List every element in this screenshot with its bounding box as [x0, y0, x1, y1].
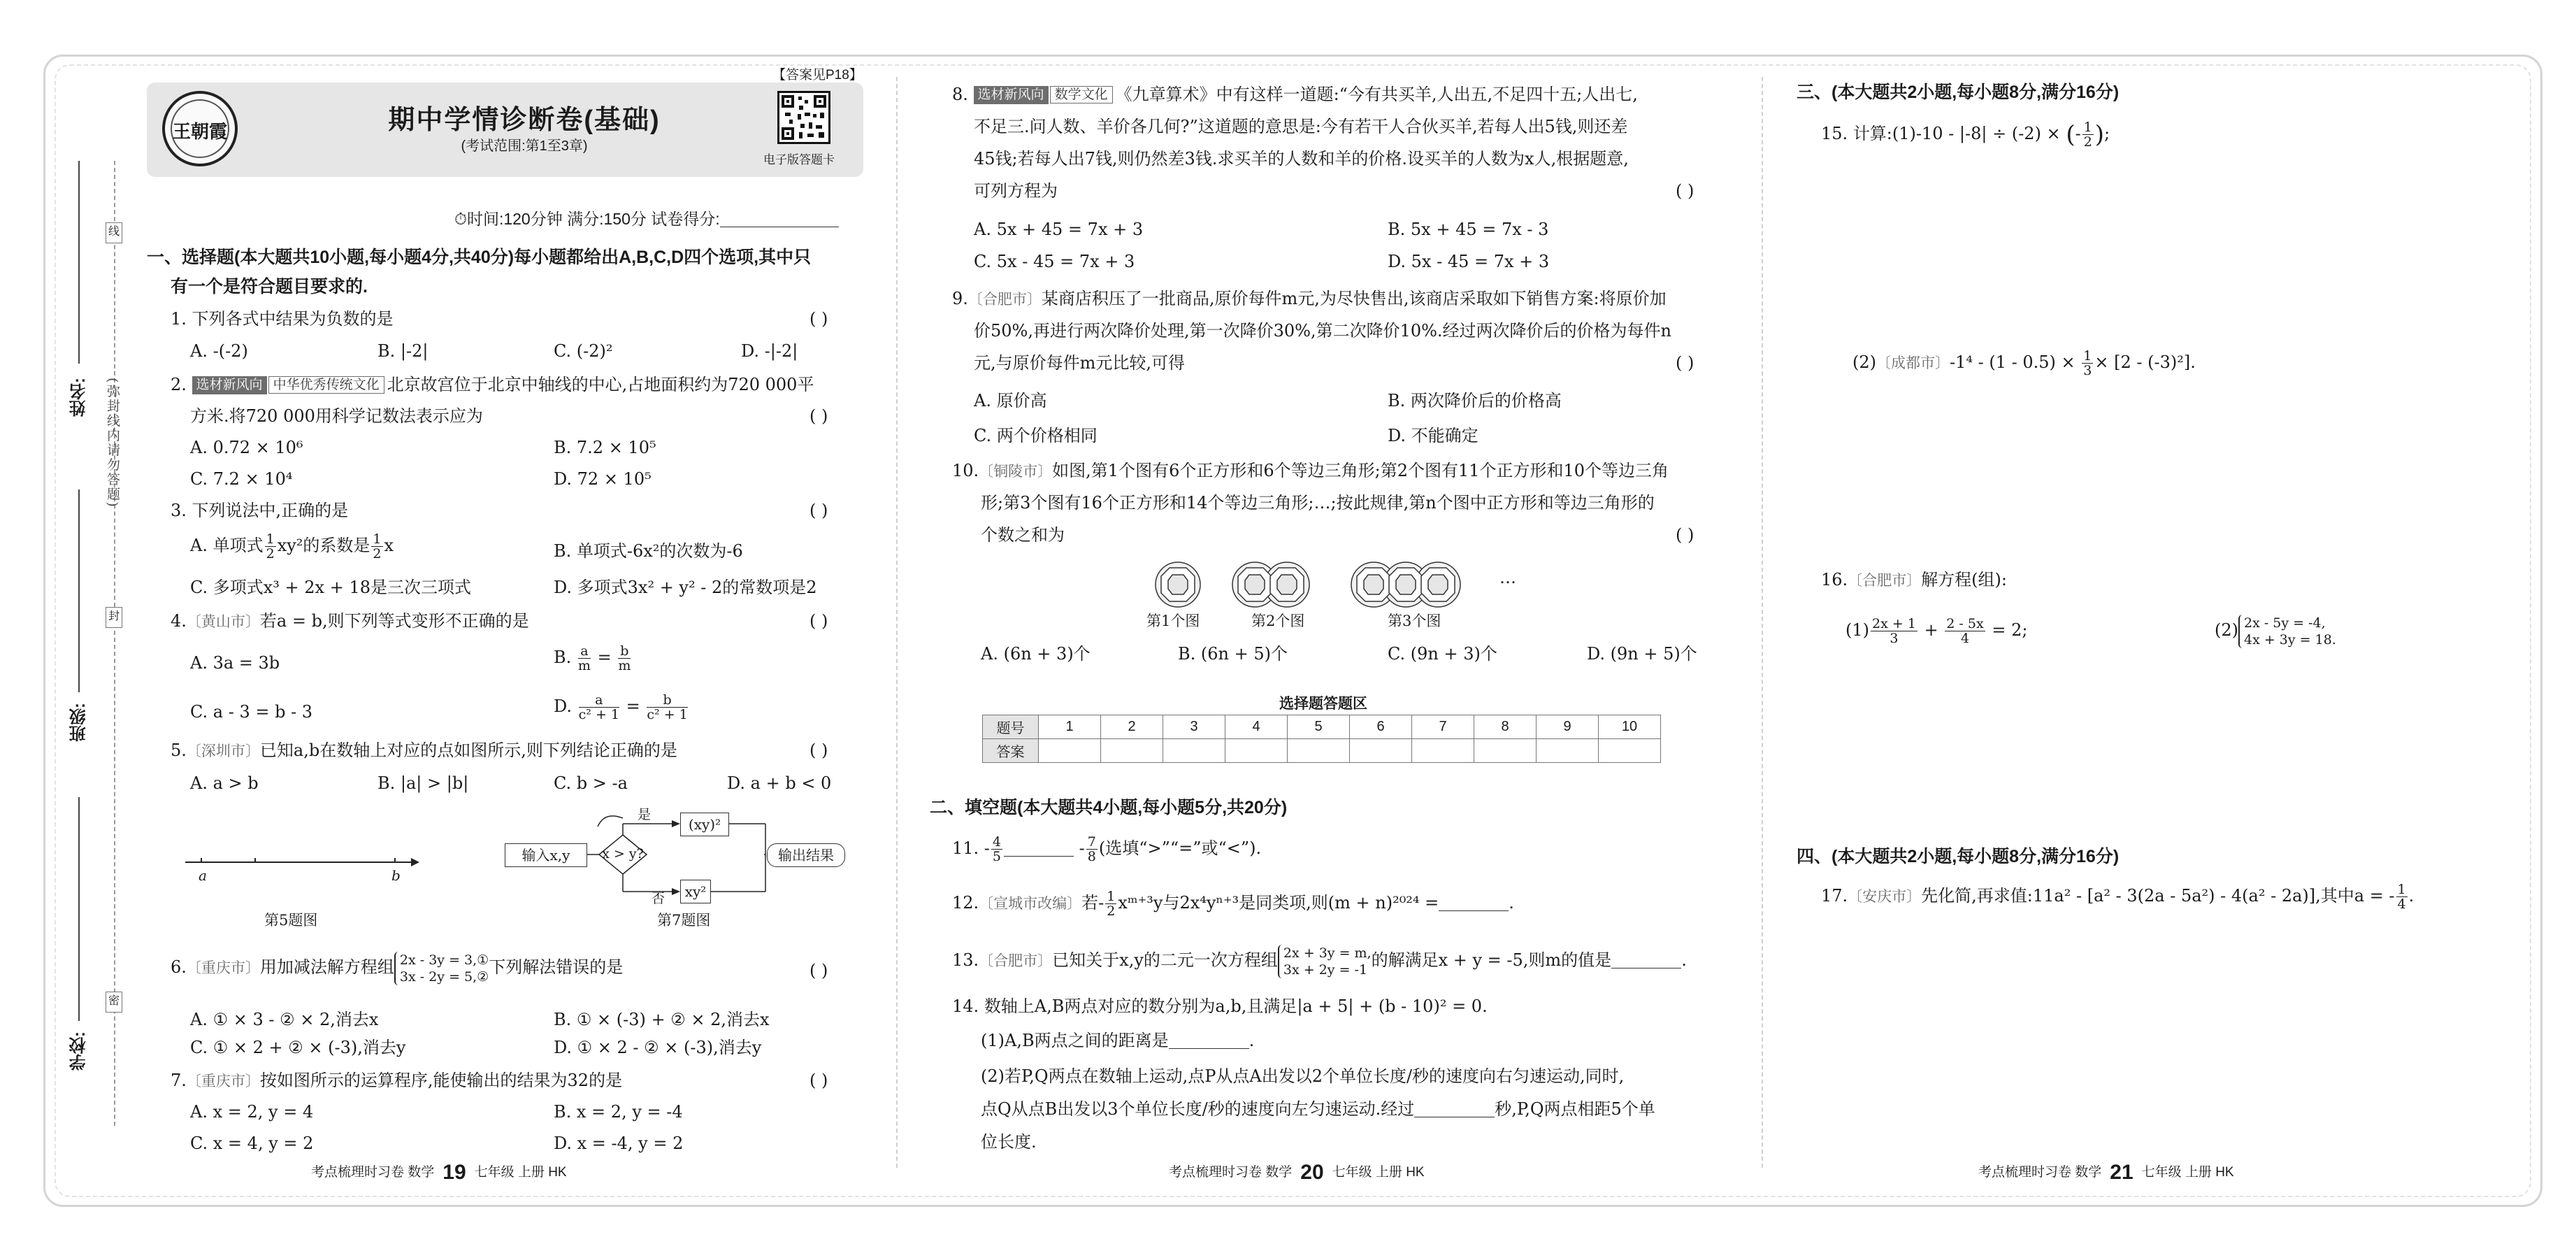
q4-b-pre: B.	[554, 648, 572, 667]
q7-stem-text: 按如图所示的运算程序,能使输出的结果为32的是	[259, 1071, 623, 1090]
flow-input: 输入x,y	[505, 843, 587, 867]
name-line[interactable]	[78, 161, 80, 364]
q12-tail: .	[1509, 893, 1514, 913]
q7-option-d: D. x = -4, y = 2	[554, 1134, 684, 1153]
q14-part-2b	[981, 1093, 1655, 1125]
q12-n: 1	[1107, 889, 1116, 904]
q16-p2-pre: (2)	[2215, 620, 2238, 640]
section3-heading: 三、(本大题共2小题,每小题8分,满分16分)	[1797, 83, 2120, 102]
q15-d2: 3	[2083, 363, 2092, 378]
page-title: 期中学情诊断卷(基础)	[388, 106, 661, 135]
score-blank[interactable]	[720, 206, 839, 227]
q6-stem-text: 用加减法解方程组	[259, 957, 394, 977]
q9-num: 9.	[952, 289, 968, 308]
q6-option-a: A. ① × 3 - ② × 2,消去x	[190, 1010, 379, 1029]
q3-a-frac-d: 2	[266, 546, 275, 562]
answer-cell[interactable]	[1163, 739, 1225, 763]
answer-col-10: 10	[1599, 715, 1661, 739]
q15-l1-post: ;	[2104, 124, 2110, 143]
footer-20-right: 七年级 上册 HK	[1332, 1165, 1425, 1180]
q17-d: 4	[2397, 896, 2406, 912]
q7-option-a: A. x = 2, y = 4	[190, 1102, 314, 1122]
q14-part-2a: (2)若P,Q两点在数轴上运动,点P从点A出发以2个单位长度/秒的速度向右匀速运动,同时,	[981, 1066, 1625, 1086]
q4-stem-text: 若a = b,则下列等式变形不正确的是	[259, 611, 529, 631]
q9-option-c: C. 两个价格相同	[974, 426, 1098, 445]
q11-d2: 8	[1087, 849, 1096, 864]
q16-d2: 4	[1960, 631, 1970, 646]
q2-option-a: A. 0.72 × 10⁶	[190, 438, 303, 457]
q6-eq1: 2x - 3y = 3,①	[399, 952, 489, 968]
answer-table-title: 选择题答题区	[1279, 696, 1367, 712]
qr-label: 电子版答题卡	[763, 153, 835, 166]
q13-mid: 的解满足x + y = -5,则m的值是	[1371, 950, 1612, 970]
school-line[interactable]	[78, 797, 80, 1021]
q5-stem-text: 已知a,b在数轴上对应的点如图所示,则下列结论正确的是	[259, 741, 677, 760]
q4-b-n2: b	[618, 644, 631, 659]
q1-option-d: D. -|-2|	[741, 341, 798, 361]
q10-ellipsis: …	[1499, 568, 1516, 587]
answer-cell[interactable]	[1288, 739, 1350, 763]
q14-line-1	[952, 990, 1488, 1022]
q15-d: 2	[2083, 134, 2092, 150]
q4-num: 4.	[171, 611, 187, 631]
footer-19-right: 七年级 上册 HK	[474, 1165, 567, 1180]
answer-cell[interactable]	[1039, 739, 1101, 763]
q6-stem	[171, 951, 623, 985]
q2-stem-2: 方米.将720 000用科学记数法表示应为	[190, 406, 483, 426]
q3-a-frac2	[371, 532, 382, 561]
q5-option-b: B. |a| > |b|	[377, 773, 469, 793]
answer-table-head-ans: 答案	[983, 739, 1039, 763]
q15-source: 〔成都市〕	[1876, 355, 1950, 371]
answer-col-7: 7	[1412, 715, 1474, 739]
q5-num: 5.	[171, 741, 187, 760]
q10-line-3: 个数之和为	[981, 525, 1065, 545]
flow-no-label: 否	[652, 891, 665, 906]
q4-answer-paren[interactable]: ( )	[810, 611, 828, 631]
section2-heading: 二、填空题(本大题共4小题,每小题5分,共20分)	[930, 798, 1288, 817]
q15-l2-mid: -1⁴ - (1 - 0.5) ×	[1950, 352, 2081, 372]
answer-col-5: 5	[1288, 715, 1350, 739]
q5-option-c: C. b > -a	[554, 773, 628, 793]
q8-option-b: B. 5x + 45 = 7x - 3	[1388, 220, 1549, 239]
q11-blank[interactable]	[1004, 836, 1074, 857]
q14-p1: (1)A,B两点之间的距离是	[981, 1031, 1169, 1050]
q8-line-1	[952, 78, 1638, 110]
q2-tag-new: 选材新风向	[192, 376, 267, 394]
q9-answer-paren[interactable]: ( )	[1676, 353, 1694, 373]
section1-heading: 一、选择题(本大题共10小题,每小题4分,共40分)每小题都给出A,B,C,D四个选项,其中只	[147, 248, 812, 267]
q8-line-3: 45钱;若每人出7钱,则仍然差3钱.求买羊的人数和羊的价格.设买羊的人数为x人,根据题意,	[974, 149, 1629, 169]
q4-b-frac1	[578, 644, 591, 673]
q12-frac	[1105, 889, 1116, 918]
q12-pre: 若	[1081, 893, 1099, 913]
q11-tail: (选填“>”“=”或“<”).	[1098, 838, 1262, 858]
q9-line-2: 价50%,再进行两次降价处理,第一次降价30%,第二次降价10%.经过两次降价后的价格为每件n	[974, 321, 1672, 341]
seal-mark-line: 线	[106, 222, 122, 243]
q5-option-a: A. a > b	[190, 773, 259, 793]
q2-option-b: B. 7.2 × 10⁵	[554, 438, 656, 457]
q16-system	[2238, 615, 2336, 648]
q8-line-4: 可列方程为	[974, 181, 1058, 201]
q8-answer-paren[interactable]: ( )	[1676, 181, 1694, 201]
q3-a-frac2-n: 1	[373, 531, 382, 547]
q8-option-d: D. 5x - 45 = 7x + 3	[1388, 252, 1550, 271]
q10-pattern-figures	[1150, 559, 1513, 610]
q6-answer-paren[interactable]: ( )	[810, 961, 828, 980]
q4-b-n1: a	[578, 644, 591, 659]
q4-d-n1: a	[579, 693, 619, 708]
q17-source: 〔安庆市〕	[1848, 888, 1922, 905]
q16-source: 〔合肥市〕	[1848, 572, 1922, 589]
q4-d-d1: c² + 1	[578, 707, 620, 722]
q16-part-1	[1845, 614, 2027, 646]
q6-source: 〔重庆市〕	[186, 959, 260, 976]
q7-stem	[171, 1064, 622, 1097]
q15-l1-pre: 计算:(1)-10 - |-8| ÷ (-2) ×	[1852, 124, 2066, 143]
q15-n: 1	[2083, 120, 2092, 135]
q3-a-frac2-d: 2	[373, 546, 382, 562]
q15-part-2	[1852, 346, 2196, 379]
q14-part-2c: 位长度.	[981, 1132, 1037, 1152]
q6-option-b: B. ① × (-3) + ② × 2,消去x	[554, 1010, 770, 1029]
q17-line	[1821, 880, 2414, 913]
class-label: 班级:	[70, 703, 89, 742]
q3-option-b: B. 单项式-6x²的次数为-6	[554, 541, 743, 561]
answer-reference: 【答案见P18】	[772, 68, 863, 83]
answer-table	[982, 715, 1661, 763]
answer-col-4: 4	[1225, 715, 1288, 739]
q16-num: 16.	[1821, 570, 1848, 589]
q17-n: 1	[2397, 882, 2406, 897]
q12-d: 2	[1107, 903, 1116, 919]
q17-num: 17.	[1821, 886, 1848, 906]
q17-frac	[2396, 882, 2408, 911]
q10-l1: 如图,第1个图有6个正方形和6个等边三角形;第2个图有11个正方形和10个等边三角	[1052, 461, 1669, 480]
q4-d-pre: D.	[554, 696, 573, 716]
q8-l1: 《九章算术》中有这样一道题:“今有共买羊,人出五,不足四十五;人出七,	[1115, 85, 1638, 104]
q2-option-c: C. 7.2 × 10⁴	[190, 469, 293, 489]
q16-stem-text: 解方程(组):	[1921, 570, 2007, 589]
q13-source: 〔合肥市〕	[979, 952, 1053, 969]
answer-cell[interactable]	[1101, 739, 1163, 763]
footer-page-20	[1169, 1161, 1425, 1185]
q9-option-a: A. 原价高	[974, 391, 1047, 410]
q2-option-d: D. 72 × 10⁵	[554, 469, 652, 489]
q10-option-d: D. (9n + 5)个	[1587, 644, 1697, 664]
flow-top-box: (xy)²	[680, 813, 729, 836]
q3-option-a	[190, 531, 394, 561]
answer-col-2: 2	[1101, 715, 1163, 739]
q8-tag-culture: 数学文化	[1050, 86, 1113, 103]
q15-num: 15.	[1821, 124, 1848, 143]
answer-col-6: 6	[1350, 715, 1412, 739]
q8-tag-new: 选材新风向	[974, 86, 1049, 104]
q9-source: 〔合肥市〕	[967, 291, 1042, 308]
q10-line-1	[952, 455, 1669, 487]
flow-output: 输出结果	[767, 843, 845, 867]
q13-eq1: 2x + 3y = m,	[1283, 945, 1372, 961]
q5-number-line	[182, 850, 426, 885]
section4-heading: 四、(本大题共2小题,每小题8分,满分16分)	[1797, 847, 2120, 866]
q9-l1: 某商店积压了一批商品,原价每件m元,为尽快售出,该商店采取如下销售方案:将原价加	[1041, 289, 1667, 308]
q11-n2: 7	[1087, 834, 1096, 850]
q1-option-a: A. -(-2)	[190, 341, 248, 361]
q8-num: 8.	[952, 85, 968, 104]
q3-a-frac	[265, 532, 276, 561]
q13-eq2: 3x + 2y = -1	[1283, 962, 1368, 978]
q11-num: 11.	[952, 838, 979, 858]
q13-tail: .	[1681, 950, 1687, 970]
page-divider-2	[1762, 77, 1763, 1168]
q4-option-b: B. $\frac{a}{m}$ = $\frac{b}{m}$	[554, 643, 631, 673]
q4-option-d: D. $\frac{a}{\text{c² + 1}}$ = $\frac{b}{\text{c² + 1}}$	[554, 692, 688, 722]
q15-frac2	[2082, 349, 2093, 378]
q11-frac2	[1086, 835, 1098, 864]
q3-a-pre: A. 单项式	[190, 536, 264, 555]
q12-num: 12.	[952, 893, 979, 913]
q15-paren-close: )	[2094, 120, 2105, 149]
q11-line: 11. - $\frac{4}{5}$ - $\frac{7}{8}$ (选填“>”“=”或“<”).	[952, 834, 1262, 864]
q3-option-d: D. 多项式3x² + y² - 2的常数项是2	[554, 578, 817, 597]
q12-blank[interactable]	[1439, 890, 1509, 911]
footer-page-19	[311, 1161, 567, 1185]
answer-cell[interactable]	[1412, 739, 1474, 763]
q13-num: 13.	[952, 950, 979, 970]
q5-stem	[171, 734, 677, 767]
q13-blank[interactable]	[1611, 948, 1681, 968]
q3-option-c: C. 多项式x³ + 2x + 18是三次三项式	[190, 578, 471, 597]
q16-plus: +	[1924, 620, 1938, 640]
class-line[interactable]	[78, 489, 80, 692]
q14-num: 14.	[952, 996, 979, 1016]
q2-answer-paren[interactable]: ( )	[810, 406, 828, 426]
q8-line-2: 不足三.问人数、羊价各几何?”这道题的意思是:今有若干人合伙买羊,若每人出5钱,则还差	[974, 117, 1628, 136]
q17-stem-text: 先化简,再求值:11a² - [a² - 3(2a - 5a²) - 4(a² - 2a)],其中a = -	[1921, 886, 2395, 906]
q16-eq2: 4x + 3y = 18.	[2244, 631, 2336, 648]
q12-source: 〔宣城市改编〕	[979, 895, 1082, 912]
q4-b-d1: m	[577, 658, 591, 673]
q15-paren-open: (	[2066, 120, 2075, 149]
answer-cell[interactable]	[1225, 739, 1288, 763]
q6-option-c: C. ① × 2 + ② × (-3),消去y	[190, 1038, 406, 1057]
answer-col-1: 1	[1039, 715, 1101, 739]
footer-21-left: 考点梳理时习卷 数学	[1978, 1165, 2102, 1180]
flow-bottom-box: xy²	[680, 880, 711, 903]
q4-b-frac2	[618, 644, 631, 673]
seal-mark-seal: 封	[106, 607, 122, 628]
axis-label-b: b	[391, 867, 401, 884]
q6-option-d: D. ① × 2 - ② × (-3),消去y	[554, 1038, 762, 1057]
q7-option-b: B. x = 2, y = -4	[554, 1102, 683, 1122]
q10-fig1-caption: 第1个图	[1146, 613, 1200, 629]
q2-num: 2.	[171, 375, 187, 394]
q15-l2-pre: (2)	[1852, 352, 1876, 372]
q6-num: 6.	[171, 957, 187, 977]
q6-eq2: 3x - 2y = 5,②	[399, 968, 489, 985]
q10-answer-paren[interactable]: ( )	[1676, 525, 1694, 545]
seal-line	[114, 161, 115, 1126]
q5-source: 〔深圳市〕	[186, 743, 260, 759]
section1-heading-2: 有一个是符合题目要求的.	[171, 277, 368, 296]
q5-option-d: D. a + b < 0	[727, 773, 832, 793]
q3-a-mid: xy²的系数是	[277, 536, 370, 555]
q15-n2: 1	[2083, 348, 2092, 364]
q4-d-frac2	[647, 693, 687, 722]
q16-eq1: 2x - 5y = -4,	[2244, 615, 2326, 631]
q10-num: 10.	[952, 461, 979, 480]
q15-part-1: 15. 计算:(1)-10 - |-8| ÷ (-2) × (- $\frac{1}{2}$ );	[1821, 120, 2110, 150]
q14-l1: 数轴上A,B两点对应的数分别为a,b,且满足|a + 5| + (b - 10)² = 0.	[984, 996, 1488, 1016]
answer-cell[interactable]	[1537, 739, 1599, 763]
q3-a-frac-n: 1	[266, 531, 275, 547]
q10-option-a: A. (6n + 3)个	[981, 644, 1091, 664]
q7-source: 〔重庆市〕	[186, 1073, 260, 1089]
q5-answer-paren[interactable]: ( )	[810, 741, 828, 760]
q13-system	[1278, 945, 1372, 978]
q14-blank-2[interactable]	[1414, 1096, 1495, 1117]
q10-fig2-caption: 第2个图	[1251, 613, 1305, 629]
footer-19-num: 19	[442, 1161, 466, 1184]
q4-d-n2: b	[647, 693, 687, 708]
answer-cell[interactable]	[1474, 739, 1537, 763]
q15-frac	[2082, 120, 2094, 149]
q9-option-b: B. 两次降价后的价格高	[1388, 391, 1562, 410]
q8-option-a: A. 5x + 45 = 7x + 3	[974, 220, 1144, 239]
school-label: 学校:	[70, 1031, 89, 1071]
q16-frac1	[1871, 617, 1917, 645]
q3-answer-paren[interactable]: ( )	[810, 501, 828, 520]
seal-note: (弥封线内请勿答题)	[105, 378, 120, 508]
q11-d1: 5	[992, 849, 1002, 864]
q1-stem: 1. 下列各式中结果为负数的是	[171, 309, 394, 329]
q10-fig3-caption: 第3个图	[1388, 613, 1441, 629]
footer-20-left: 考点梳理时习卷 数学	[1169, 1165, 1293, 1180]
answer-col-3: 3	[1163, 715, 1225, 739]
q1-option-b: B. |-2|	[377, 341, 429, 361]
fig5-caption: 第5题图	[264, 912, 318, 929]
q4-option-c: C. a - 3 = b - 3	[190, 702, 313, 722]
axis-label-a: a	[199, 867, 207, 884]
q14-p2b-pre: 点Q从点B出发以3个单位长度/秒的速度向左匀速运动.经过	[981, 1099, 1415, 1119]
q1-option-c: C. (-2)²	[554, 341, 613, 361]
q9-line-1	[952, 283, 1667, 315]
q4-stem	[171, 605, 529, 638]
answer-cell[interactable]	[1350, 739, 1412, 763]
q9-option-d: D. 不能确定	[1388, 426, 1478, 445]
name-label: 姓名:	[70, 378, 89, 417]
answer-table-head-num: 题号	[983, 715, 1039, 739]
q14-part-1	[981, 1024, 1254, 1057]
q16-stem	[1821, 564, 2007, 596]
answer-col-9: 9	[1537, 715, 1599, 739]
q16-n1: 2x + 1	[1872, 616, 1916, 631]
q17-tail: .	[2408, 886, 2415, 906]
q16-p1-post: = 2;	[1992, 620, 2028, 640]
q16-d1: 3	[1890, 631, 1899, 646]
footer-21-num: 21	[2110, 1161, 2134, 1184]
q13-pre: 已知关于x,y的二元一次方程组	[1052, 950, 1278, 970]
q4-b-d2: m	[618, 658, 631, 673]
q7-answer-paren[interactable]: ( )	[810, 1071, 828, 1090]
q8-option-c: C. 5x - 45 = 7x + 3	[974, 252, 1135, 271]
q2-stem-text: 北京故宫位于北京中轴线的中心,占地面积约为720 000平	[387, 375, 814, 394]
fig7-caption: 第7题图	[657, 912, 711, 929]
q10-line-2: 形;第3个图有16个正方形和14个等边三角形;…;按此规律,第n个图中正方形和等边三角形的	[981, 493, 1655, 513]
logo-text: 王朝霞	[172, 122, 227, 142]
q12-mid: xᵐ⁺³y与2x⁴yⁿ⁺³是同类项,则(m + n)²⁰²⁴ =	[1118, 893, 1439, 913]
q14-p1-tail: .	[1249, 1031, 1255, 1050]
q3-stem: 3. 下列说法中,正确的是	[171, 501, 349, 520]
answer-col-8: 8	[1474, 715, 1537, 739]
seal-mark-secret: 密	[106, 992, 122, 1013]
page-divider-1	[896, 77, 898, 1168]
q9-line-3: 元,与原价每件m元比较,可得	[974, 353, 1186, 373]
footer-19-left: 考点梳理时习卷 数学	[311, 1165, 435, 1180]
q2-tag-culture: 中华优秀传统文化	[268, 376, 384, 394]
exam-meta-text: ⏱时间:120分钟 满分:150分 试卷得分:	[454, 210, 720, 228]
q1-answer-paren[interactable]: ( )	[810, 309, 828, 329]
q15-l2-post: × [2 - (-3)²].	[2094, 352, 2196, 372]
q16-p1-pre: (1)	[1845, 620, 1869, 640]
answer-cell[interactable]	[1599, 739, 1661, 763]
q11-n1: 4	[992, 834, 1002, 850]
q10-source: 〔铜陵市〕	[979, 463, 1053, 480]
qr-code-icon[interactable]	[777, 91, 830, 144]
q14-p2b-post: 秒,P,Q两点相距5个单	[1495, 1099, 1655, 1119]
q10-option-b: B. (6n + 5)个	[1178, 644, 1288, 664]
footer-page-21	[1978, 1161, 2234, 1185]
q11-frac1	[991, 835, 1002, 864]
footer-21-right: 七年级 上册 HK	[2141, 1165, 2234, 1180]
q7-num: 7.	[171, 1071, 187, 1090]
q6-system	[394, 952, 489, 985]
exam-meta	[454, 206, 839, 229]
q4-d-frac1	[579, 693, 619, 722]
q12-line: 12.〔宣城市改编〕若- $\frac{1}{2}$ xᵐ⁺³y与2x⁴yⁿ⁺³是同类项,则(m + n)²⁰²⁴ = .	[952, 889, 1514, 919]
footer-20-num: 20	[1300, 1161, 1324, 1184]
flow-yes-label: 是	[638, 807, 652, 822]
q2-stem	[171, 369, 814, 401]
q6-stem-text-2: 下列解法错误的是	[489, 957, 624, 977]
q16-part-2	[2215, 614, 2336, 648]
q16-n2: 2 - 5x	[1946, 616, 1984, 631]
q16-frac2	[1945, 617, 1985, 645]
q4-option-a: A. 3a = 3b	[190, 653, 280, 673]
exam-scope: (考试范围:第1至3章)	[461, 138, 588, 154]
q3-a-post: x	[384, 536, 394, 555]
q13-line	[952, 944, 1687, 978]
flow-condition: x > y?	[602, 846, 644, 862]
q4-d-d2: c² + 1	[647, 707, 688, 722]
q14-blank-1[interactable]	[1169, 1028, 1249, 1049]
q7-option-c: C. x = 4, y = 2	[190, 1134, 314, 1153]
q4-source: 〔黄山市〕	[186, 613, 260, 630]
q10-option-c: C. (9n + 3)个	[1388, 644, 1497, 664]
